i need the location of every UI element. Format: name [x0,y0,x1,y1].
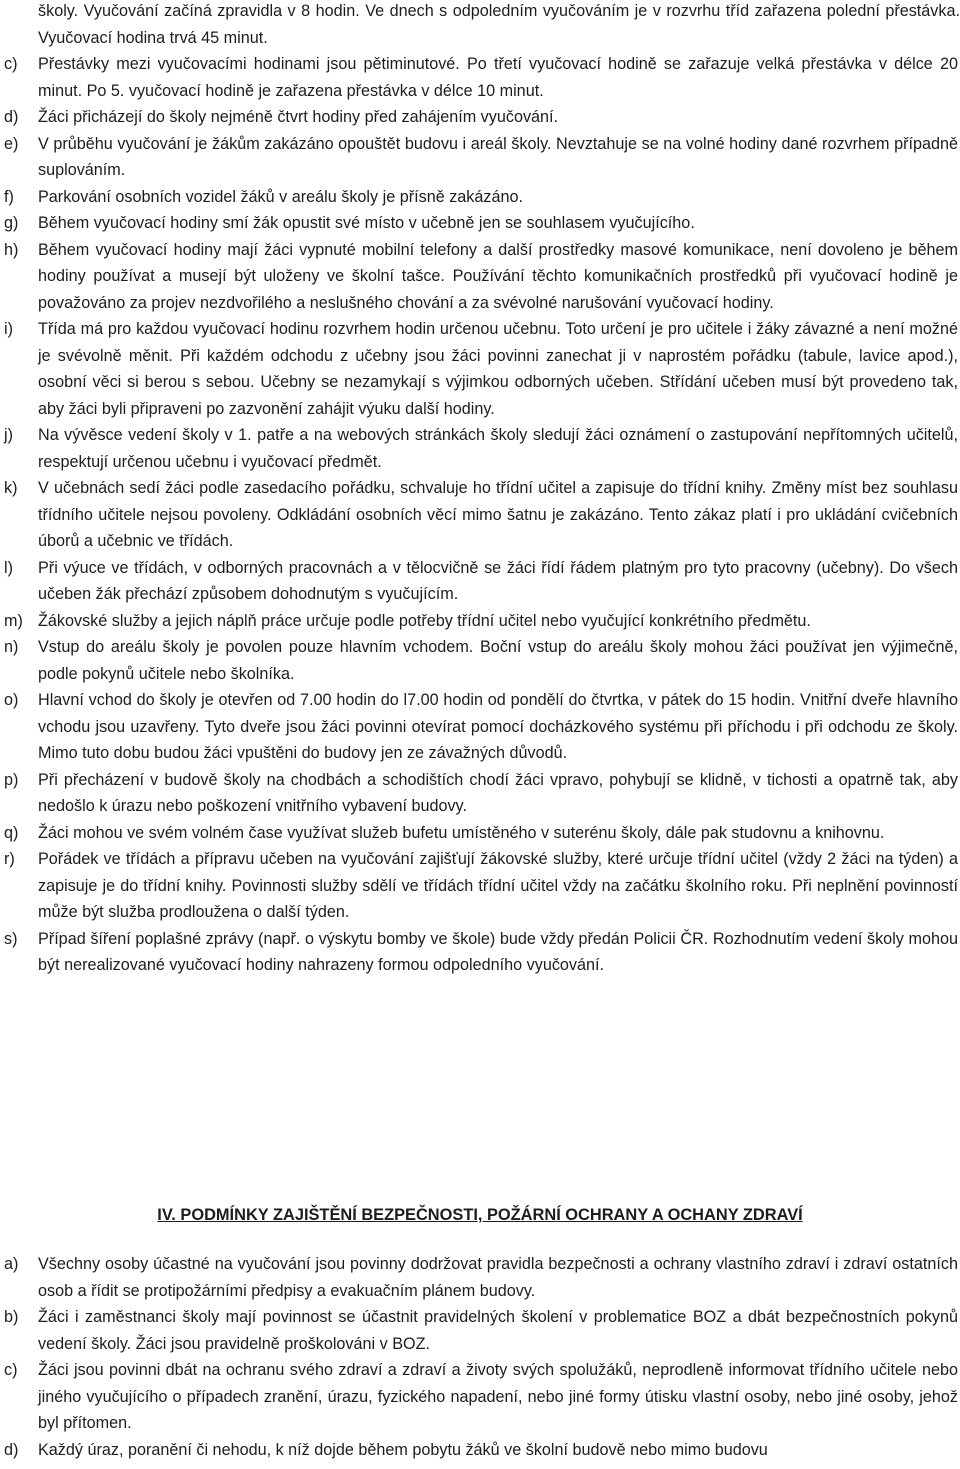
rule-item-label: m) [4,611,23,630]
rule-item-text: V průběhu vyučování je žákům zakázáno opouštět budovu i areál školy. Nevztahuje se na volné hodiny dané rozvrhem případně suplováním. [38,134,958,179]
rule-item-text: Případ šíření poplašné zprávy (např. o výskytu bomby ve škole) bude vždy předán Policii ČR. Rozhodnutím vedení školy mohou být nerealizované vyučovací hodiny nahrazeny formou odpoledního vyučování. [38,929,958,974]
rule-item [0,210,960,237]
rule-item [0,820,960,847]
rule-item-label: o) [4,691,19,709]
rule-item-text: Přestávky mezi vyučovacími hodinami jsou pětiminutové. Po třetí vyučovací hodině se zařazuje velká přestávka v délce 20 minut. Po 5. vyučovací hodině je zařazena přestávka v délce 10 minut. [38,55,958,100]
safety-rule-item-label: c) [4,1361,18,1379]
safety-rule-item-label: b) [4,1308,19,1326]
rule-item [0,104,960,131]
safety-rule-item-text: Každý úraz, poranění či nehodu, k níž dojde během pobytu žáků ve školní budově nebo mimo budovu [38,1440,768,1459]
safety-rules-list [0,1251,960,1463]
safety-rule-item [0,1251,960,1304]
rule-item-text: Vstup do areálu školy je povolen pouze hlavním vchodem. Boční vstup do areálu školy mohou žáci používat jen výjimečně, podle pokynů učitele nebo školníka. [38,638,958,683]
rule-item-label: l) [4,558,13,577]
rule-item-text: Na vývěsce vedení školy v 1. patře a na webových stránkách školy sledují žáci oznámení o zastupování nepřítomných učitelů, respektují určenou učebnu i vyučovací předmět. [38,426,958,471]
rule-item-label: c) [4,55,18,73]
rule-item [0,634,960,687]
rule-item-label: q) [4,823,19,842]
rule-item [0,926,960,979]
rule-item-text: V učebnách sedí žáci podle zasedacího pořádku, schvaluje ho třídní učitel a zapisuje do třídní knihy. Změny míst bez souhlasu třídního učitele nejsou povoleny. Odkládání osobních věcí mimo šatnu je zakázáno. Tento zákaz platí i pro ukládání cvičebních úborů a učebnic ve třídách. [38,479,958,550]
rule-item [0,184,960,211]
rule-item [0,608,960,635]
rule-item-label: n) [4,638,19,656]
rule-item-text: Pořádek ve třídách a přípravu učeben na vyučování zajišťují žákovské služby, které určuje třídní učitel (vždy 2 žáci na týden) a zapisuje je do třídní knihy. Povinnosti služby sdělí ve třídách třídní učitel vždy na začátku školního roku. Při neplnění povinností může být služba prodloužena o další týden. [38,850,958,921]
rules-items [0,51,960,979]
safety-rules-items [0,1251,960,1463]
rule-item [0,131,960,184]
rule-item-text: Žáci mohou ve svém volném čase využívat služeb bufetu umístěného v suterénu školy, dále pak studovnu a knihovnu. [38,823,885,842]
rule-item-label: r) [4,850,15,868]
safety-rule-item-label: a) [4,1255,19,1273]
rule-item [0,316,960,422]
safety-rule-item-text: Všechny osoby účastné na vyučování jsou povinny dodržovat pravidla bezpečnosti a ochrany vlastního zdraví i zdraví ostatních osob a řídit se protipožárními předpisy a evakuačním plánem budovy. [38,1255,958,1300]
safety-rule-item-label: d) [4,1440,19,1459]
section-heading: IV. PODMÍNKY ZAJIŠTĚNÍ BEZPEČNOSTI, POŽÁRNÍ OCHRANY A OCHANY ZDRAVÍ [157,1206,803,1224]
rule-item [0,767,960,820]
rule-item-label: g) [4,214,19,232]
safety-rule-item-text: Žáci i zaměstnanci školy mají povinnost se účastnit pravidelných školení v problematice BOZ a dbát bezpečnostních pokynů vedení školy. Žáci jsou pravidelně proškolováni v BOZ. [38,1308,958,1353]
rule-item [0,846,960,926]
rule-item-text: Žáci přicházejí do školy nejméně čtvrt hodiny před zahájením vyučování. [38,108,559,126]
rule-item-text: Hlavní vchod do školy je otevřen od 7.00 hodin do l7.00 hodin od pondělí do čtvrtka, v pátek do 15 hodin. Vnitřní dveře hlavního vchodu jsou uzavřeny. Tyto dveře jsou žáci povinni otevírat pomocí docházkového systému při příchodu i při odchodu ze školy. Mimo tuto dobu budou žáci vpuštěni do budovy jen ze závažných důvodů. [38,691,958,762]
rule-item-text: Parkování osobních vozidel žáků v areálu školy je přísně zakázáno. [38,187,523,206]
rule-item-text: Při výuce ve třídách, v odborných pracovnách a v tělocvičně se žáci řídí řádem platným pro tyto pracovny (učebny). Do všech učeben žák přechází způsobem dohodnutým s vyučujícím. [38,558,958,603]
rule-item-label: e) [4,134,19,153]
rule-item [0,51,960,104]
rule-item-label: k) [4,479,18,497]
rule-item-label: i) [4,320,13,338]
rule-item-label: p) [4,770,19,789]
safety-rule-item-text: Žáci jsou povinni dbát na ochranu svého zdraví a zdraví a životy svých spolužáků, neprodleně informovat třídního učitele nebo jiného vyučujícího o případech zranění, úrazu, fyzického napadení, nebo jiné formy útisku vlastní osoby, nebo jiné osoby, jehož byl přítomen. [38,1361,958,1432]
rule-item [0,475,960,555]
safety-rule-item [0,1357,960,1437]
rule-item [0,555,960,608]
rule-item-text: Během vyučovací hodiny smí žák opustit své místo v učebně jen se souhlasem vyučujícího. [38,214,695,232]
rule-item [0,687,960,767]
rule-item [0,237,960,317]
rule-item-text: Třída má pro každou vyučovací hodinu rozvrhem hodin určenou učebnu. Toto určení je pro učitele i žáky závazné a není možné je svévolně měnit. Při každém odchodu z učebny jsou žáci povinni zanechat ji v naprostém pořádku (tabule, lavice apod.), osobní věci si berou s sebou. Učebny se nezamykají s výjimkou odborných učeben. Střídání učeben musí být provedeno tak, aby žáci byli připraveni po zazvonění zahájit výuku další hodiny. [38,320,958,418]
rule-item-label: d) [4,108,19,126]
rule-item [0,422,960,475]
safety-rule-item [0,1304,960,1357]
rule-item-text: Při přecházení v budově školy na chodbách a schodištích chodí žáci vpravo, pohybují se klidně, v tichosti a opatrně tak, aby nedošlo k úrazu nebo poškození vnitřního vybavení budovy. [38,770,958,815]
rule-item-label: h) [4,240,19,259]
safety-rule-item [0,1437,960,1464]
rule-item-text: Žákovské služby a jejich náplň práce určuje podle potřeby třídní učitel nebo vyučující konkrétního předmětu. [38,611,811,630]
rule-item-text: Během vyučovací hodiny mají žáci vypnuté mobilní telefony a další prostředky masové komunikace, není dovoleno je během hodiny používat a musejí být uloženy ve školní tašce. Používání těchto komunikačních prostředků při vyučovací hodině je považováno za projev nezdvořilého a neslušného chování a za svévolné narušování vyučovací hodiny. [38,240,958,312]
rule-item-label: s) [4,929,18,948]
rule-item-label: j) [4,426,13,444]
rule-item-label: f) [4,187,14,206]
intro-paragraph: školy. Vyučování začíná zpravidla v 8 hodin. Ve dnech s odpoledním vyučováním je v rozvrhu tříd zařazena polední přestávka. Vyučovací hodina trvá 45 minut. [38,2,960,47]
